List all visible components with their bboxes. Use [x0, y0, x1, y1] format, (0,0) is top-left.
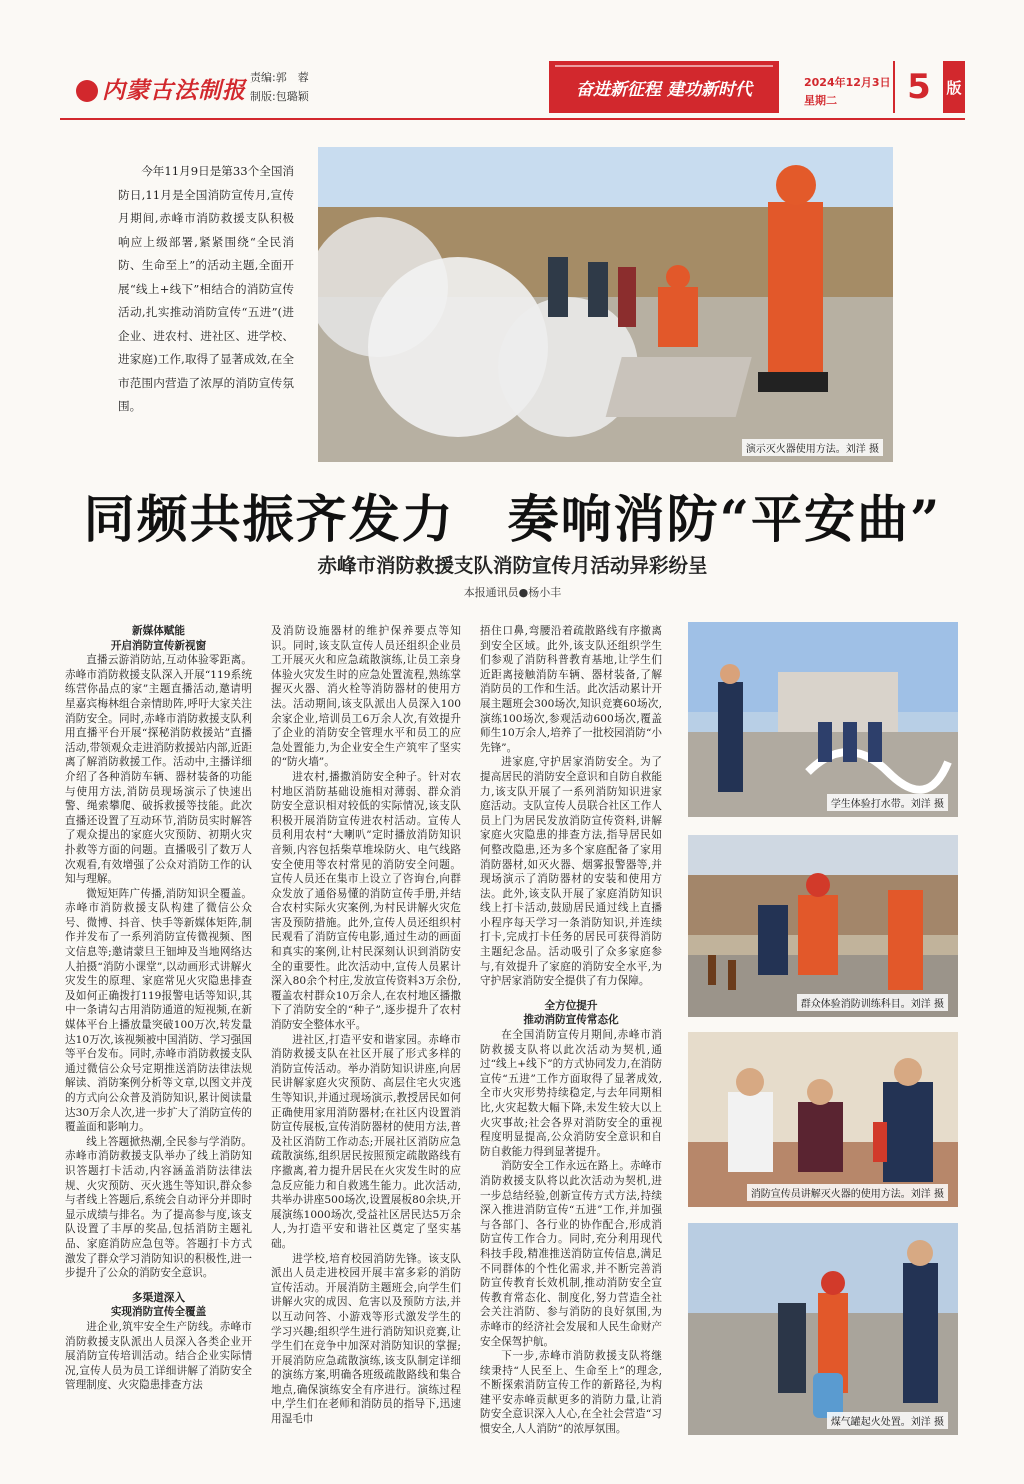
masthead-rule [60, 118, 965, 120]
photo-gas-tank-fire[interactable] [688, 1223, 958, 1435]
byline: 本报通讯员●杨小丰 [463, 586, 562, 599]
lead-paragraph: 今年11月9日是第33个全国消防日,11月是全国消防宣传月,宣传月期间,赤峰市消防救援支队积极响应上级部署,紧紧围绕“全民消防、生命至上”的活动主题,全面开展“线上+线下”相结合的消防宣传活动,扎实推动消防宣传“五进”(进企业、进农村、进社区、进学校、进家庭)工作,取得了显著成效,在全市范围内营造了浓厚的消防宣传氛围。 [118, 164, 295, 413]
photo-scene [688, 1032, 958, 1207]
weekday-text: 星期二 [804, 94, 837, 107]
editor-credit: 责编:郭 蓉 [250, 71, 309, 84]
photo-caption: 煤气罐起火处置。刘洋 摄 [827, 1412, 948, 1429]
paragraph: 在全国消防宣传月期间,赤峰市消防救援支队将以此次活动为契机,通过“线上+线下”的方式协同发力,在消防宣传“五进”工作方面取得了显著成效,全市火灾形势持续稳定,与去年同期相比,火灾起数大幅下降,未发生较大以上火灾事故;社会各界对消防安全的重视程度明显提高,公众消防安全意识和自防自救能力得到显著提升。 [480, 1029, 662, 1158]
photo-scene [688, 835, 958, 1017]
paragraph: 捂住口鼻,弯腰沿着疏散路线有序撤离到安全区域。此外,该支队还组织学生们参观了消防科普教育基地,让学生们近距离接触消防车辆、器材装备,了解消防员的工作和生活。此次活动累计开展主题班会300场次,知识竞赛60场次,演练100场次,参观活动600场次,覆盖师生10万余人,培养了一批校园消防“小先锋”。 [480, 625, 662, 754]
producer-credit: 制版:包璐颖 [250, 90, 309, 103]
editor-credits [250, 68, 309, 106]
page-label: 版 [943, 61, 965, 113]
photo-scene [688, 1223, 958, 1435]
masthead [60, 58, 965, 116]
section-heading: 新媒体赋能 [132, 625, 185, 637]
main-photo-scene [318, 147, 893, 462]
article-column-2 [271, 624, 461, 1456]
subheadline: 赤峰市消防救援支队消防宣传月活动异彩纷呈 [317, 554, 708, 577]
date-text: 2024年12月3日 [804, 76, 891, 89]
issue-date [804, 74, 891, 110]
photo-scene [688, 622, 958, 817]
photo-public-training[interactable] [688, 835, 958, 1017]
page-number: 5 [893, 61, 943, 113]
section-heading: 多渠道深入 [132, 1291, 185, 1304]
main-photo-caption: 演示灭火器使用方法。刘洋 摄 [742, 439, 883, 456]
paragraph: 进农村,播撒消防安全种子。针对农村地区消防基础设施相对薄弱、群众消防安全意识相对较低的实际情况,该支队积极开展消防宣传进农村活动。宣传人员利用农村“大喇叭”定时播放消防知识音频,内容包括柴草堆垛防火、电气线路安全使用等农村常见的消防安全问题。宣传人员还在集市上设立了咨询台,向群众发放了通俗易懂的消防宣传手册,并结合农村实际火灾案例,为村民讲解火灾危害及预防措施。此外,宣传人员还组织村民观看了消防宣传电影,通过生动的画面和真实的案例,让村民深刻认识到消防安全的重要性。此次活动中,宣传人员累计深入80余个村庄,发放宣传资料3万余份,覆盖农村群众10万余人,在农村地区播撒下了消防安全的“种子”,逐步提升了农村消防安全整体水平。 [271, 770, 461, 1032]
photo-caption: 学生体验打水带。刘洋 摄 [827, 794, 948, 811]
paragraph: 进家庭,守护居家消防安全。为了提高居民的消防安全意识和自防自救能力,该支队开展了一系列消防知识进家庭活动。支队宣传人员联合社区工作人员上门为居民发放消防宣传资料,讲解家庭火灾隐患的排查方法,指导居民如何整改隐患,还为多个家庭配备了家用消防器材,如灭火器、烟雾报警器等,并现场演示了消防器材的安装和使用方法。此外,该支队开展了家庭消防知识线上打卡活动,鼓励居民通过线上直播小程序每天学习一条消防知识,并连续打卡,完成打卡任务的居民可获得消防主题纪念品。活动吸引了众多家庭参与,有效提升了家庭的消防安全水平,为守护居家消防安全提供了有力保障。 [480, 756, 662, 988]
newspaper-logo[interactable]: 内蒙古法制报 [76, 72, 246, 105]
slogan-banner: 奋进新征程 建功新时代 [549, 61, 779, 113]
logo-mark-icon [76, 80, 98, 102]
paragraph: 下一步,赤峰市消防救援支队将继续秉持“人民至上、生命至上”的理念,不断探索消防宣传工作的新路径,为构建平安赤峰贡献更多的消防力量,让消防安全意识深入人心,在全社会营造“习惯安全,人人消防”的浓厚氛围。 [480, 1350, 662, 1436]
headline: 同频共振齐发力 奏响消防“平安曲” [83, 490, 942, 550]
photo-caption: 消防宣传员讲解灭火器的使用方法。刘洋 摄 [747, 1184, 948, 1201]
photo-students-hose[interactable] [688, 622, 958, 817]
paragraph: 进学校,培育校园消防先锋。该支队派出人员走进校园开展丰富多彩的消防宣传活动。开展消防主题班会,向学生们讲解火灾的成因、危害以及预防方法,并以互动问答、小游戏等形式激发学生的学习兴趣;组织学生进行消防知识竞赛,让学生们在竞争中加深对消防知识的掌握;开展消防应急疏散演练,该支队制定详细的演练方案,明确各班级疏散路线和集合地点,确保演练安全有序进行。演练过程中,学生们在老师和消防员的指导下,迅速用湿毛巾 [271, 1252, 461, 1426]
article-column-3 [480, 624, 662, 1456]
section-heading: 开启消防宣传新视窗 [110, 639, 207, 652]
paragraph: 进企业,筑牢安全生产防线。赤峰市消防救援支队派出人员深入各类企业开展消防宣传培训活动。结合企业实际情况,宣传人员为员工详细讲解了消防安全管理制度、火灾隐患排查方法 [65, 1320, 252, 1392]
paragraph: 及消防设施器材的维护保养要点等知识。同时,该支队宣传人员还组织企业员工开展灭火和应急疏散演练,让员工亲身体验火灾发生时的应急处置流程,熟练掌握灭火器、消火栓等消防器材的使用方法。活动期间,该支队派出人员深入100余家企业,培训员工6万余人次,有效提升了企业的消防安全管理水平和员工的应急处置能力,为企业安全生产筑牢了坚实的“防火墙”。 [271, 625, 461, 769]
section-heading: 实现消防宣传全覆盖 [110, 1306, 207, 1319]
photo-caption: 群众体验消防训练科目。刘洋 摄 [797, 994, 948, 1011]
paragraph: 线上答题掀热潮,全民参与学消防。赤峰市消防救援支队举办了线上消防知识答题打卡活动,内容涵盖消防法律法规、火灾预防、灭火逃生等知识,群众参与者线上答题后,系统会自动评分并即时显示成绩与排名。为了提高参与度,该支队设置了丰厚的奖品,包括消防主题礼品、家庭消防应急包等。答题打卡方式激发了群众学习消防知识的积极性,进一步提升了公众的消防安全意识。 [65, 1135, 252, 1280]
photo-extinguisher-explain[interactable] [688, 1032, 958, 1207]
paragraph: 直播云游消防站,互动体验零距离。赤峰市消防救援支队深入开展“119系统练营你晶点的家”主题直播活动,邀请明星嘉宾梅林组合亲情助阵,呼吁大家关注消防安全。同时,赤峰市消防救援支队利用直播平台开展“探秘消防救援站”直播活动,带领观众走进消防救援站内部,近距离了解消防救援工作。活动中,主播详细介绍了各种消防车辆、器材装备的功能与使用方法,消防员现场演示了快速出警、绳索攀爬、破拆救援等技能。此次直播还设置了互动环节,消防员实时解答了观众提出的家庭火灾预防、初期火灾扑救等方面的问题。直播吸引了数万人次观看,有效增强了公众对消防工作的认知与理解。 [65, 654, 252, 886]
paragraph: 消防安全工作永远在路上。赤峰市消防救援支队将以此次活动为契机,进一步总结经验,创新宣传方式方法,持续深入推进消防宣传“五进”工作,并加强与各部门、各行业的协作配合,形成消防宣传工作合力。同时,充分利用现代科技手段,精准推送消防宣传信息,满足不同群体的个性化需求,并不断完善消防宣传教育长效机制,推动消防安全宣传教育常态化、制度化,努力营造全社会关注消防、参与消防的良好氛围,为赤峰市的经济社会发展和人民生命财产安全保驾护航。 [480, 1160, 662, 1348]
paragraph: 进社区,打造平安和谐家园。赤峰市消防救援支队在社区开展了形式多样的消防宣传活动。举办消防知识讲座,向居民讲解家庭火灾预防、高层住宅火灾逃生等知识,并通过现场演示,教授居民如何正确使用家用消防器材;在社区内设置消防宣传展板,宣传消防器材的使用方法,普及社区消防工作动态;开展社区消防应急疏散演练,组织居民按照预定疏散路线有序撤离,着力提升居民在火灾发生时的应急反应能力和自救逃生能力。此次活动,共举办讲座500场次,设置展板80余块,开展演练1000场次,受益社区居民达5万余人,为打造平安和谐社区奠定了坚实基础。 [271, 1033, 461, 1250]
article-column-1 [65, 624, 252, 1456]
section-heading: 全方位提升 [544, 999, 598, 1012]
paragraph: 微短矩阵广传播,消防知识全覆盖。赤峰市消防救援支队构建了微信公众号、微博、抖音、快手等新媒体矩阵,制作并发布了一系列消防宣传微视频、图文信息等;邀请蒙旦王钿坤及当地网络达人拍摄“消防小课堂”,以动画形式讲解火灾发生的原理、家庭常见火灾隐患排查及如何正确拨打119报警电话等知识,其中一条请勾古用消防通道的短视频,在新媒体平台上播放量突破100万次,转发量达10万次,该视频被中国消防、学习强国等平台发布。同时,赤峰市消防救援支队通过微信公众号定期推送消防法律法规解读、消防案例分析等文章,以图文并茂的方式向公众普及消防知识,累计阅读量达30万余人次,进一步扩大了消防宣传的覆盖面和影响力。 [65, 887, 252, 1134]
section-heading: 推动消防宣传常态化 [523, 1014, 619, 1027]
main-photo[interactable] [318, 147, 893, 462]
